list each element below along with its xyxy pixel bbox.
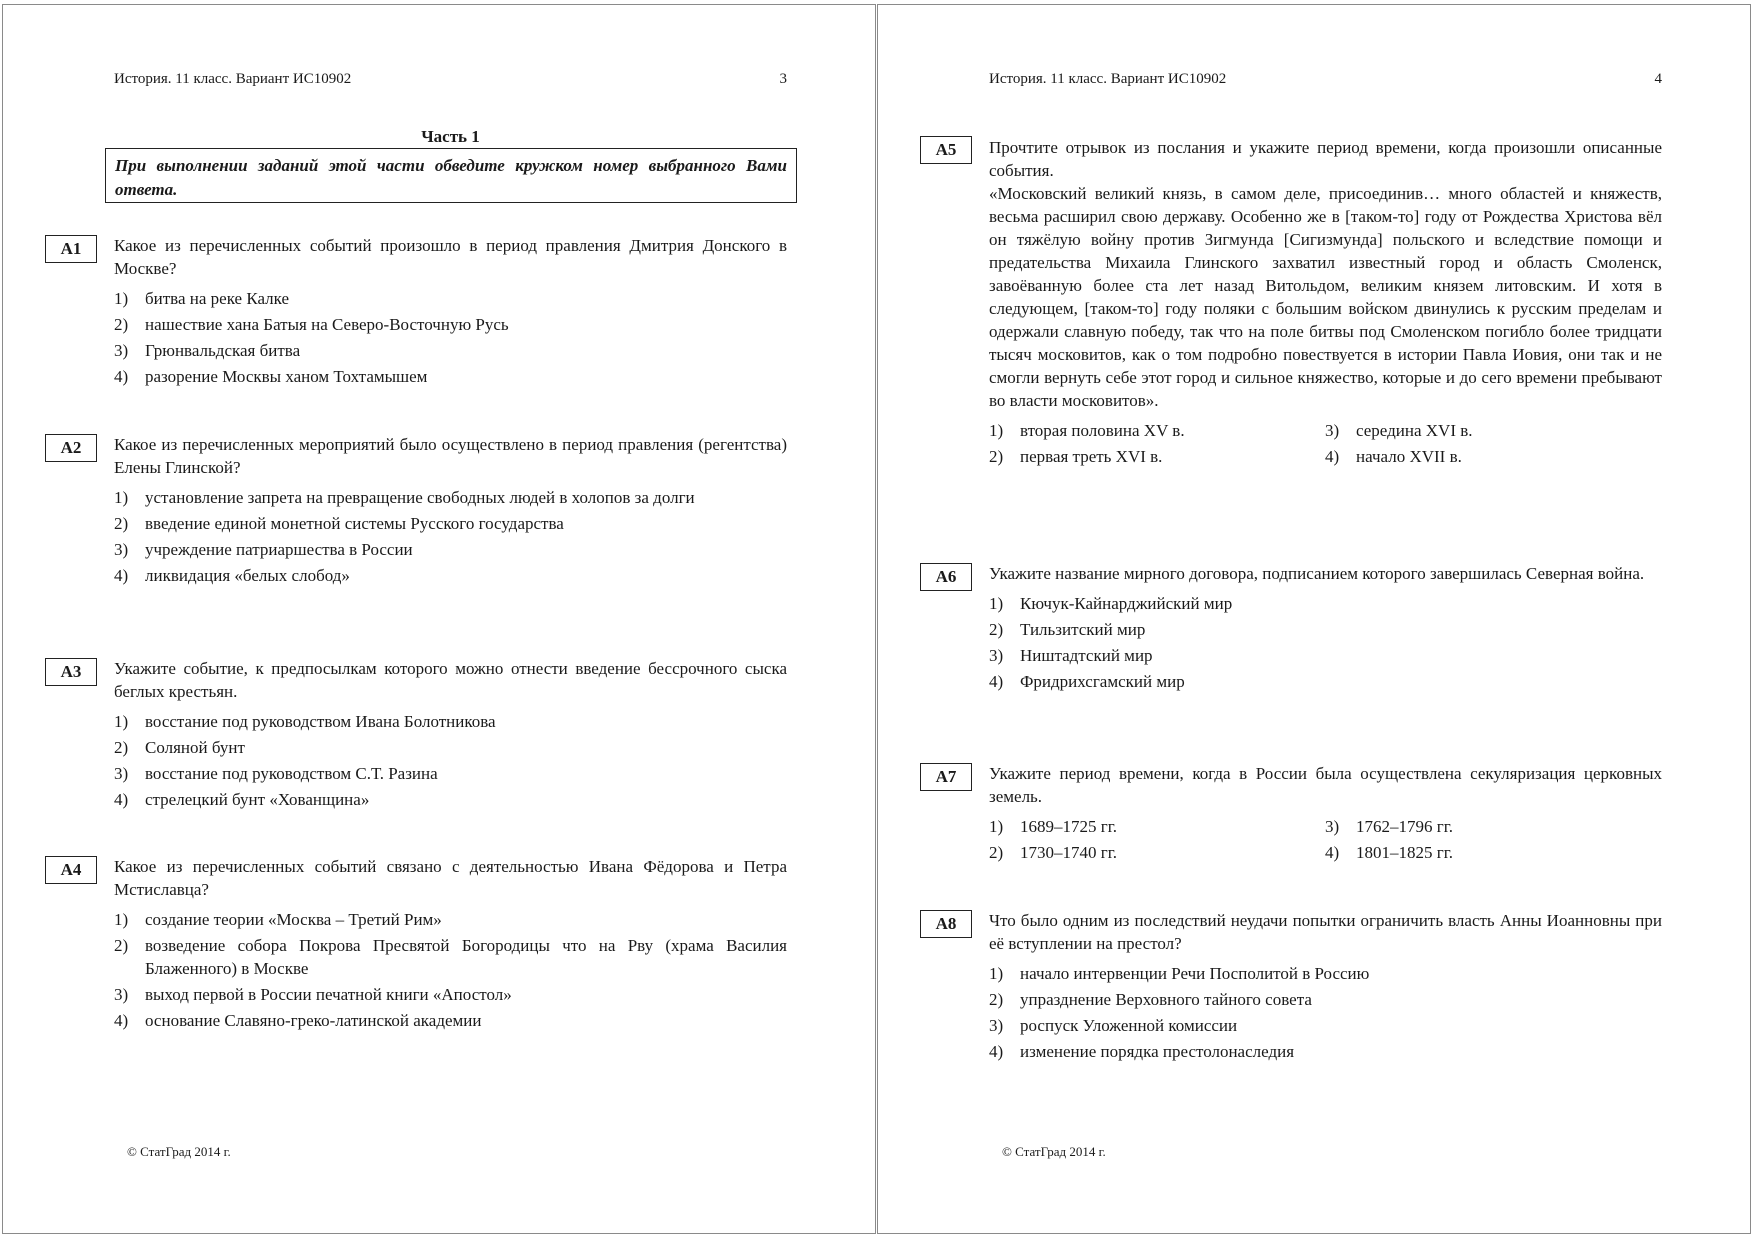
option-text: установление запрета на превращение свободных людей в холопов за долги [145,488,695,507]
answer-option[interactable] [114,736,787,759]
page-left [2,4,876,1234]
option-text: Соляной бунт [145,738,245,757]
option-number: 4) [989,1042,1004,1061]
task-label: А3 [45,658,97,686]
option-text: начало XVII в. [1356,447,1462,466]
answer-option[interactable] [114,313,787,336]
task-label: А8 [920,910,972,938]
answer-options [989,592,1662,693]
option-text: 1801–1825 гг. [1356,843,1454,862]
task-a3 [3,656,877,811]
option-number: 1) [114,289,129,308]
answer-option[interactable] [114,710,787,733]
task-question: Укажите событие, к предпосылкам которого можно отнести введение бессрочного сыска беглых крестьян. [114,659,787,701]
option-number: 1) [989,594,1004,613]
task-a1 [3,233,877,388]
answer-option[interactable] [114,538,787,561]
task-a2 [3,432,877,587]
instruction-box: При выполнении заданий этой части обведите кружком номер выбранного Вами ответа. [105,148,797,203]
option-number: 1) [989,817,1004,836]
answer-option[interactable] [989,962,1662,985]
option-number: 4) [114,367,129,386]
answer-options [114,486,787,587]
task-a7 [878,761,1752,864]
option-text: начало интервенции Речи Посполитой в Россию [1020,964,1370,983]
option-number: 2) [114,936,129,955]
option-text: учреждение патриаршества в России [145,540,413,559]
option-number: 3) [114,764,129,783]
task-label: А7 [920,763,972,791]
answer-option[interactable] [989,1014,1662,1037]
task-question [989,135,1662,412]
task-a4 [3,854,877,1032]
task-label: А2 [45,434,97,462]
answer-option[interactable] [989,419,1325,442]
option-text: Фридрихсгамский мир [1020,672,1185,691]
option-number: 4) [114,790,129,809]
option-number: 2) [989,447,1004,466]
task-a8 [878,908,1752,1063]
option-text: середина XVI в. [1356,421,1473,440]
option-text: восстание под руководством Ивана Болотникова [145,712,496,731]
answer-option[interactable] [989,815,1325,838]
option-number: 4) [989,672,1004,691]
option-text: 1762–1796 гг. [1356,817,1454,836]
option-text: восстание под руководством С.Т. Разина [145,764,438,783]
answer-options [989,962,1662,1063]
answer-option[interactable] [1325,419,1662,442]
answer-option[interactable] [989,670,1662,693]
option-text: основание Славяно-греко-латинской академии [145,1011,482,1030]
option-text: Тильзитский мир [1020,620,1146,639]
option-number: 1) [114,488,129,507]
option-text: упразднение Верховного тайного совета [1020,990,1312,1009]
answer-option[interactable] [114,365,787,388]
option-number: 4) [1325,447,1340,466]
answer-option[interactable] [114,339,787,362]
quote-text: «Московский великий князь, в самом деле, присоединив… много областей и княжеств, весьма расширил свою державу. Особенно же в [таком-то] году от Рождества Христова вёл он тяжёлую войну против Зигмунда [Сигизмунда] польского и вследствие помощи и предательства Михаила Глинского захватил известный город и область Смоленск, завоёванную более ста лет назад Витольдом, великим князем литовским. И хотя в следующем, [таком-то] году поляки с большим войском двинулись к русским пределам и одержали славную победу, так что на поле битвы под Смоленском погибло более тридцати тысяч московитов, как о том подробно повествуется в истории Павла Иовия, они так и не смогли вернуть себе этот город и сильное княжество, которые и до сего времени пребывают во власти московитов». [989,184,1662,410]
task-question: Укажите название мирного договора, подписанием которого завершилась Северная война. [989,564,1645,583]
answer-option[interactable] [114,762,787,785]
answer-option[interactable] [114,512,787,535]
option-number: 4) [114,1011,129,1030]
task-a6 [878,561,1752,693]
answer-option[interactable] [989,445,1325,468]
option-text: нашествие хана Батыя на Северо-Восточную Русь [145,315,509,334]
page-footer: © СтатГрад 2014 г. [127,1144,231,1159]
option-number: 2) [114,514,129,533]
answer-option[interactable] [989,618,1662,641]
option-number: 2) [989,990,1004,1009]
option-text: выход первой в России печатной книги «Апостол» [145,985,512,1004]
answer-option[interactable] [989,1040,1662,1063]
option-number: 4) [1325,843,1340,862]
option-number: 3) [114,540,129,559]
answer-option[interactable] [989,841,1325,864]
option-number: 2) [114,738,129,757]
option-number: 1) [114,712,129,731]
task-a5 [878,135,1752,468]
option-number: 3) [114,341,129,360]
option-number: 4) [114,566,129,585]
answer-options [989,419,1662,468]
answer-options [114,908,787,1032]
task-question: Какое из перечисленных событий произошло в период правления Дмитрия Донского в Москве? [114,236,787,278]
page-number: 4 [1654,71,1662,87]
answer-option[interactable] [114,934,787,980]
answer-option[interactable] [114,1009,787,1032]
option-text: роспуск Уложенной комиссии [1020,1016,1238,1035]
header-title: История. 11 класс. Вариант ИС10902 [989,71,1227,87]
header-title: История. 11 класс. Вариант ИС10902 [114,71,352,87]
part-title: Часть 1 [421,127,480,146]
option-text: 1730–1740 гг. [1020,843,1118,862]
answer-option[interactable] [1325,445,1662,468]
option-number: 3) [989,1016,1004,1035]
option-text: битва на реке Калке [145,289,290,308]
answer-option[interactable] [114,908,787,931]
option-text: разорение Москвы ханом Тохтамышем [145,367,428,386]
answer-options [114,287,787,388]
option-text: стрелецкий бунт «Хованщина» [145,790,370,809]
task-question: Что было одним из последствий неудачи попытки ограничить власть Анны Иоанновны при её вступлении на престол? [989,911,1662,953]
option-number: 1) [114,910,129,929]
option-number: 3) [114,985,129,1004]
option-number: 2) [989,843,1004,862]
page-number: 3 [779,71,787,87]
task-label: А5 [920,136,972,164]
answer-option[interactable] [1325,815,1662,838]
answer-options [114,710,787,811]
option-text: вторая половина XV в. [1020,421,1185,440]
answer-option[interactable] [114,287,787,310]
answer-option[interactable] [114,983,787,1006]
option-text: изменение порядка престолонаследия [1020,1042,1295,1061]
option-text: введение единой монетной системы Русского государства [145,514,564,533]
task-question: Какое из перечисленных мероприятий было осуществлено в период правления (регентства) Елены Глинской? [114,435,787,477]
task-question: Какое из перечисленных событий связано с деятельностью Ивана Фёдорова и Петра Мстиславца? [114,857,787,899]
answer-option[interactable] [989,592,1662,615]
option-text: возведение собора Покрова Пресвятой Богородицы что на Рву (храма Василия Блаженного) в Москве [145,936,787,978]
option-text: создание теории «Москва – Третий Рим» [145,910,442,929]
answer-option[interactable] [989,644,1662,667]
answer-option[interactable] [114,564,787,587]
task-label: А1 [45,235,97,263]
task-label: А6 [920,563,972,591]
option-number: 1) [989,964,1004,983]
page-footer: © СтатГрад 2014 г. [1002,1144,1106,1159]
option-number: 3) [1325,421,1340,440]
answer-option[interactable] [114,788,787,811]
task-question: Укажите период времени, когда в России была осуществлена секуляризация церковных земель. [989,764,1662,806]
option-text: ликвидация «белых слобод» [145,566,350,585]
answer-options [989,815,1662,864]
page-right [877,4,1751,1234]
option-text: первая треть XVI в. [1020,447,1163,466]
option-number: 3) [989,646,1004,665]
option-number: 1) [989,421,1004,440]
option-number: 2) [114,315,129,334]
task-label: А4 [45,856,97,884]
answer-option[interactable] [989,988,1662,1011]
question-text: Прочтите отрывок из послания и укажите период времени, когда произошли описанные события. [989,138,1662,180]
answer-option[interactable] [114,486,787,509]
option-text: 1689–1725 гг. [1020,817,1118,836]
option-text: Кючук-Кайнарджийский мир [1020,594,1233,613]
option-number: 3) [1325,817,1340,836]
answer-option[interactable] [1325,841,1662,864]
option-text: Грюнвальдская битва [145,341,301,360]
option-number: 2) [989,620,1004,639]
option-text: Ништадтский мир [1020,646,1153,665]
